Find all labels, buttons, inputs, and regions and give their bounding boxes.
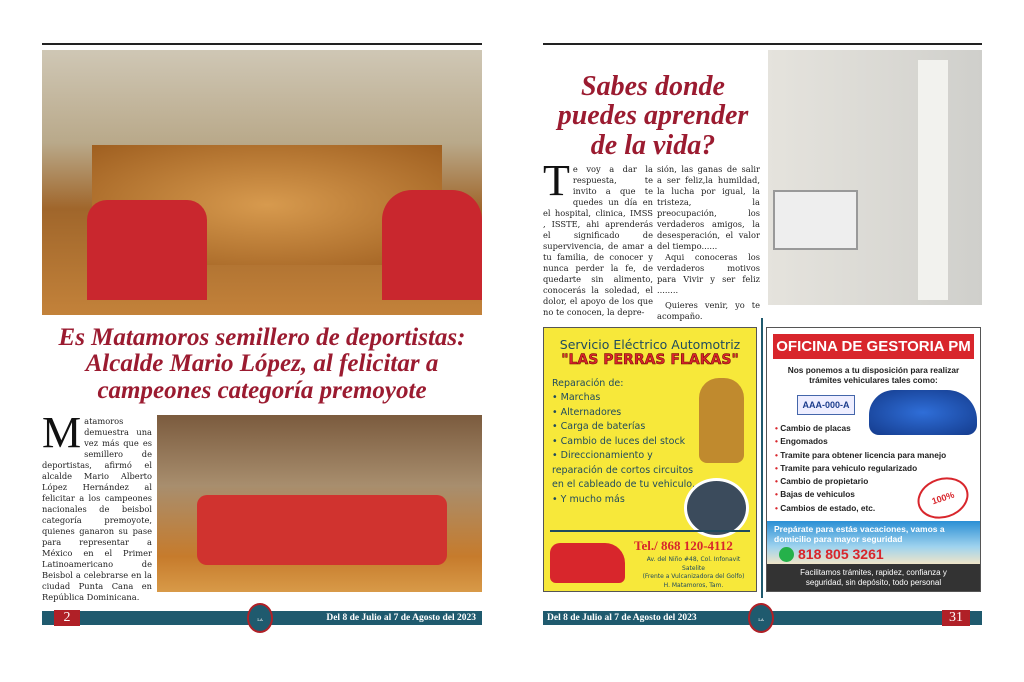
car-illustration — [550, 543, 625, 583]
drop-cap: M — [42, 408, 82, 457]
address-line: (Frente a Vulcanizadora del Golfo) — [642, 573, 745, 580]
left-headline: Es Matamoros semillero de deportistas: Alcalde Mario López, al felicitar a campeones categoría premoyote — [58, 324, 466, 404]
dog-illustration — [699, 378, 744, 463]
service-item: • Y mucho más — [552, 493, 625, 505]
service-item: • Tramite para obtener licencia para manejo — [775, 449, 947, 460]
ad-name: "LAS PERRAS FLAKAS" — [561, 352, 739, 368]
ad-divider — [550, 530, 750, 532]
bed-shape — [773, 190, 858, 250]
ad-electrico — [543, 327, 757, 592]
promo-banner — [767, 521, 980, 564]
ad-gestoria — [766, 327, 981, 592]
service-item: • Cambio de placas — [775, 423, 851, 433]
left-article-body — [42, 408, 152, 603]
legal-stamp: 100% — [912, 471, 974, 525]
service-item: • Cambio de luces del stock — [552, 435, 686, 447]
service-item: • Alternadores — [552, 406, 622, 418]
promo-text: Prepárate para estás vacaciones, vamos a domicilio para mayor seguridad — [774, 524, 945, 544]
right-headline: Sabes donde puedes aprender de la vida? — [557, 71, 749, 161]
service-item: • Marchas — [552, 392, 601, 403]
players-shape — [382, 190, 482, 300]
ad-footer: Facilitamos trámites, rapidez, confianza y seguridad, sin depósito, todo personal — [767, 564, 980, 591]
ad-title: OFICINA DE GESTORIA PM — [773, 334, 974, 359]
vertical-divider — [761, 318, 763, 598]
address-line: H. Matamoros, Tam. — [663, 581, 724, 589]
article-paragraph: Quieres venir, yo te acompaño. — [657, 300, 760, 321]
service-item: • Cambios de estado, etc. — [775, 502, 876, 513]
page-number: 2 — [54, 610, 80, 626]
ad-subtitle: Reparación de: — [552, 378, 624, 389]
ad-phone: Tel./ 868 120-4112 — [634, 538, 733, 553]
magazine-logo: LA OPINION — [748, 603, 774, 633]
service-item: • Cambio de propietario — [775, 476, 869, 487]
article-text: atamoros demuestra una vez más que es semillero de deportistas, afirmó el alcalde Mario Alberto López Hernández al felicitar a los campeones nacionales de beisbol categoría premoyote, quienes ganaron su pase para representar a México en el Primer Latinoamericano de Beisbol a celebrarse en la ciudad Punta Cana en República Dominicana. — [42, 416, 152, 602]
issue-date: Del 8 de Julio al 7 de Agosto del 2023 — [326, 613, 476, 623]
article-paragraph: Aqui conoceras los verdaderos motivos para Vivir y ser feliz ........ — [657, 252, 760, 295]
drop-cap: T — [543, 156, 570, 205]
article-text: e voy a dar la respuesta, te invito a que te quedes un día en el hospital, clinica, IMSS , ISSTE, ahi aprenderás el significado de supervivencia, de amar a tu familia, de conocer y nunca perder la fe, de quedarte sin alimento, conocerás la soledad, el dolor, el apoyo de los que no te conocen, la depre- — [543, 164, 653, 317]
team-photo — [157, 415, 482, 592]
team-shape — [197, 495, 447, 565]
ad-intro: Nos ponemos a tu disposición para realizar trámites vehiculares tales como: — [787, 365, 960, 385]
page-number: 31 — [942, 610, 970, 626]
mechanic-photo — [684, 478, 749, 538]
right-article-col1 — [543, 156, 653, 318]
right-article-col2 — [657, 164, 760, 322]
ad-title: Servicio Eléctrico Automotriz — [559, 337, 741, 352]
service-item: • Bajas de vehiculos — [775, 489, 855, 500]
door-shape — [918, 60, 948, 300]
service-item: • Tramite para vehiculo regularizado — [775, 462, 918, 473]
top-rule-right — [543, 43, 982, 45]
article-paragraph: sión, las ganas de salir a ser feliz,la humildad, la lucha por igual, la tristeza, la preocupación, los verdaderos amigos, la desesperación, el valor del tiempo...... — [657, 164, 760, 251]
address-line: Av. del Niño #48, Col. Infonavit Satelite — [646, 556, 741, 572]
players-shape — [87, 200, 207, 300]
top-rule-left — [42, 43, 482, 45]
ceremony-photo — [42, 50, 482, 315]
license-plate: AAA-000-A — [797, 395, 855, 415]
ad-phone: 818 805 3261 — [798, 546, 884, 562]
issue-date: Del 8 de Julio al 7 de Agosto del 2023 — [547, 613, 697, 623]
whatsapp-icon — [779, 547, 794, 562]
service-item: • Carga de baterías — [552, 421, 646, 432]
hospital-photo — [768, 50, 982, 305]
magazine-logo: LA OPINION — [247, 603, 273, 633]
service-item: • Direccionamiento y reparación de cortos circuitos en el cableado de tu vehiculo. — [552, 450, 695, 490]
service-item: • Engomados — [775, 436, 828, 447]
